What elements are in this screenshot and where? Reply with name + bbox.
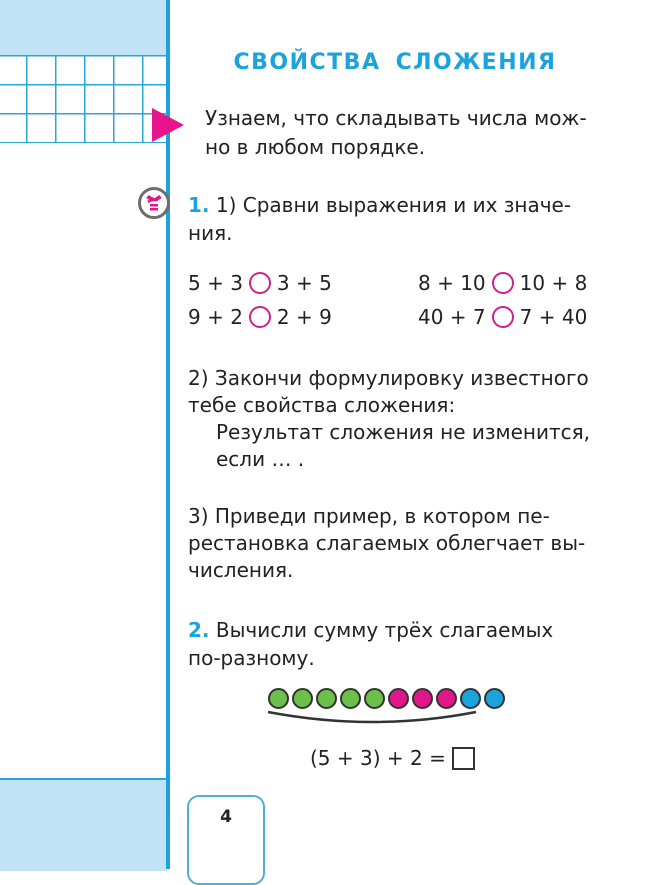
margin-bottom-band <box>0 778 167 871</box>
task1-line-2: ния. <box>188 221 233 245</box>
margin-top-band <box>0 0 167 55</box>
expr-right: 10 + 8 <box>519 271 588 295</box>
expr-left: 40 + 7 <box>418 305 486 329</box>
compare-circle[interactable] <box>492 272 514 294</box>
task2-number: 2. <box>188 618 210 642</box>
compare-circle[interactable] <box>249 306 271 328</box>
task2-text: Вычисли сумму трёх слагаемых <box>215 618 554 642</box>
task1-number: 1. <box>188 193 210 217</box>
think-icon <box>138 187 170 219</box>
rule-line-1: Результат сложения не изменится, <box>216 420 590 444</box>
compare-circle[interactable] <box>492 306 514 328</box>
page-number: 4 <box>220 807 232 827</box>
task1-part3-line-3: числения. <box>188 558 294 582</box>
expr-right: 2 + 9 <box>276 305 332 329</box>
task1-part2-line-1: 2) Закончи формулировку известного <box>188 366 589 390</box>
comparison-2 <box>418 271 587 295</box>
task2-line-2: по-разному. <box>188 646 315 670</box>
page-number-box <box>187 795 265 885</box>
compare-circle[interactable] <box>249 272 271 294</box>
expr-left: 9 + 2 <box>188 305 243 329</box>
task1-part2-line-2: тебе свойства сложения: <box>188 393 456 417</box>
equation <box>310 746 475 770</box>
intro-line-1: Узнаем, что складывать числа мож- <box>205 106 587 130</box>
task1-text: 1) Сравни выражения и их значе- <box>215 193 572 217</box>
expr-right: 7 + 40 <box>519 305 588 329</box>
expr-left: 8 + 10 <box>418 271 486 295</box>
answer-box[interactable] <box>452 747 475 770</box>
task1-part3-line-1: 3) Приведи пример, в котором пе- <box>188 504 550 528</box>
intro-line-2: но в любом порядке. <box>205 135 426 159</box>
expr-left: 5 + 3 <box>188 271 243 295</box>
grouping-arc <box>266 706 480 728</box>
comparison-4 <box>418 305 587 329</box>
task1-part3-line-2: рестановка слагаемых облегчает вы- <box>188 531 586 555</box>
task1-line-1 <box>188 191 608 219</box>
page-title: СВОЙСТВА СЛОЖЕНИЯ <box>233 50 557 75</box>
comparison-1 <box>188 271 332 295</box>
margin-grid <box>0 55 167 143</box>
rule-line-2: если … . <box>216 447 305 471</box>
expr-right: 3 + 5 <box>276 271 332 295</box>
bead <box>484 688 505 709</box>
comparison-3 <box>188 305 332 329</box>
equation-text: (5 + 3) + 2 = <box>310 746 446 770</box>
triangle-marker-icon <box>152 108 184 142</box>
task2-line-1 <box>188 616 608 644</box>
